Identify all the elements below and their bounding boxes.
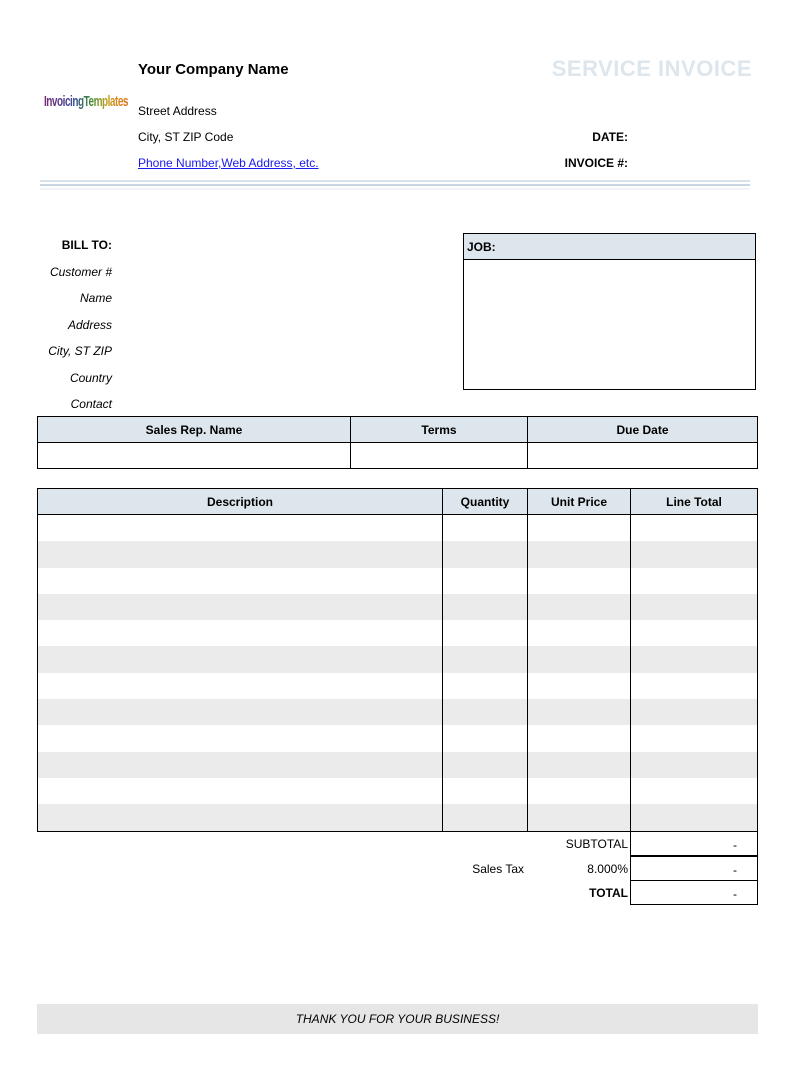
- company-name: Your Company Name: [138, 61, 289, 78]
- table-row: [38, 752, 758, 778]
- sales-rep-header: Sales Rep. Name: [38, 417, 351, 443]
- job-label: JOB:: [464, 234, 755, 260]
- date-label: DATE:: [592, 130, 628, 144]
- bill-to-heading: BILL TO:: [61, 238, 112, 252]
- quantity-header: Quantity: [443, 489, 528, 515]
- description-header: Description: [38, 489, 443, 515]
- due-date-header: Due Date: [528, 417, 758, 443]
- job-box: [463, 233, 756, 390]
- logo-graphic: [44, 86, 130, 118]
- svg-text:InvoicingTemplates: [44, 93, 128, 110]
- table-row: [38, 673, 758, 699]
- street-address: Street Address: [138, 104, 217, 118]
- table-row: [38, 594, 758, 620]
- sales-tax-value: -: [630, 856, 758, 881]
- line-total-header: Line Total: [631, 489, 758, 515]
- table-row: [38, 778, 758, 804]
- invoice-title: SERVICE INVOICE: [551, 56, 752, 81]
- total-value: -: [630, 880, 758, 905]
- terms-cell[interactable]: [351, 443, 528, 469]
- sales-tax-label: Sales Tax: [472, 862, 524, 876]
- customer-city-label: City, ST ZIP: [48, 344, 112, 358]
- terms-header: Terms: [351, 417, 528, 443]
- terms-table: [37, 416, 758, 469]
- sales-rep-cell[interactable]: [38, 443, 351, 469]
- table-row: [38, 804, 758, 831]
- customer-name-label: Name: [79, 291, 112, 305]
- customer-contact-label: Contact: [70, 397, 112, 411]
- customer-address-label: Address: [67, 318, 112, 332]
- line-items-table: [37, 488, 758, 832]
- subtotal-label: SUBTOTAL: [565, 837, 628, 851]
- table-row: [38, 646, 758, 672]
- due-date-cell[interactable]: [528, 443, 758, 469]
- thank-you-message: THANK YOU FOR YOUR BUSINESS!: [37, 1004, 758, 1034]
- contact-link[interactable]: Phone Number,Web Address, etc.: [138, 156, 319, 170]
- header-divider: [40, 179, 750, 191]
- subtotal-value: -: [630, 831, 758, 856]
- table-row: [38, 568, 758, 594]
- table-row: [38, 725, 758, 751]
- total-label: TOTAL: [589, 886, 628, 900]
- customer-number-label: Customer #: [49, 265, 112, 279]
- invoice-number-label: INVOICE #:: [564, 156, 628, 170]
- logo-text-dark: Invoicing: [44, 93, 104, 110]
- company-logo: [44, 86, 130, 118]
- table-row: [38, 620, 758, 646]
- job-details-field[interactable]: [464, 260, 755, 389]
- logo-text-light: Templa: [83, 93, 130, 110]
- customer-country-label: Country: [69, 371, 112, 385]
- table-row: [38, 541, 758, 567]
- table-row: [38, 515, 758, 542]
- sales-tax-rate[interactable]: 8.000%: [587, 862, 628, 876]
- table-row: [38, 699, 758, 725]
- city-state-zip: City, ST ZIP Code: [138, 130, 234, 144]
- unit-price-header: Unit Price: [528, 489, 631, 515]
